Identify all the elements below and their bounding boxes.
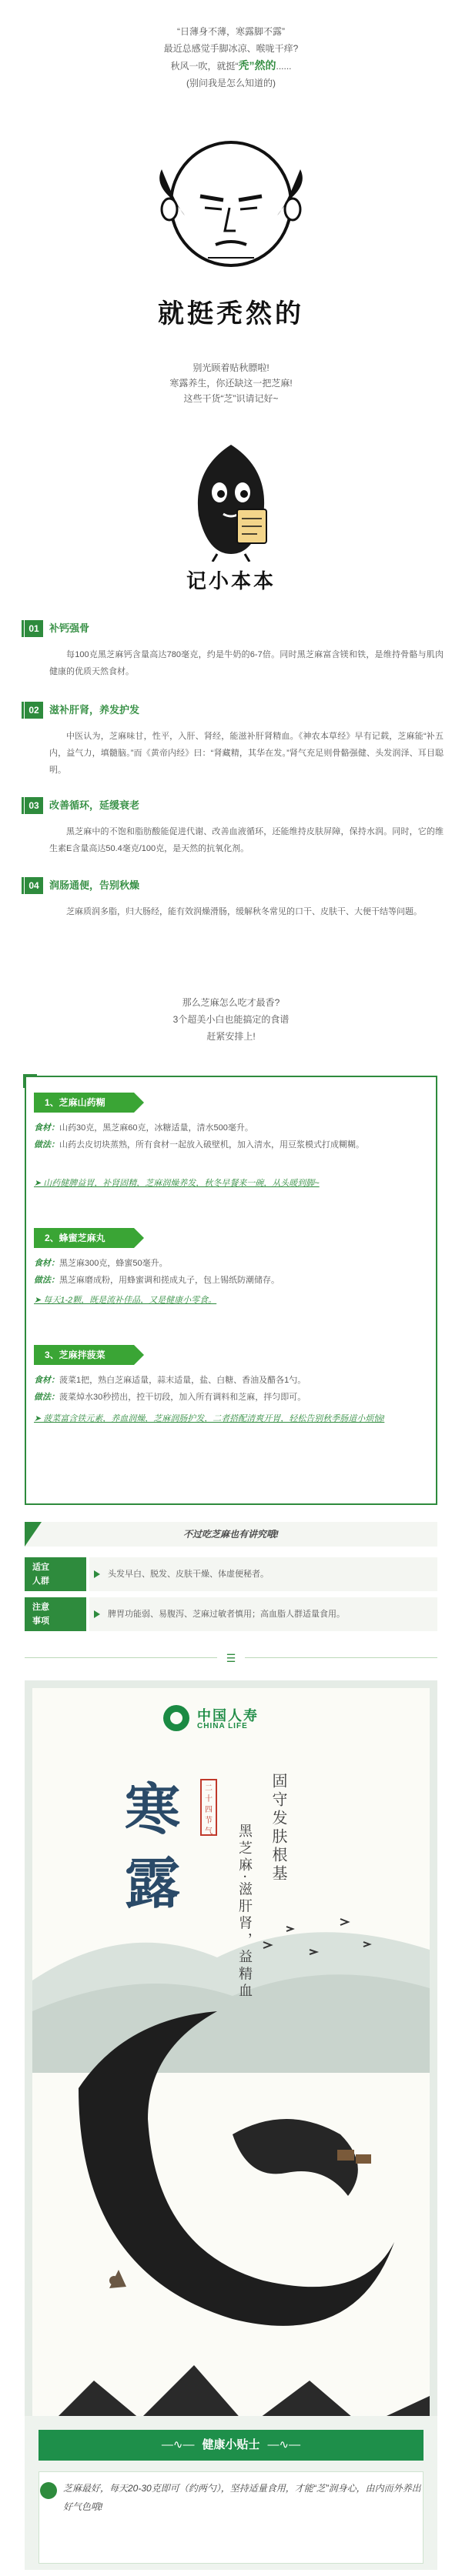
sesame-character-illustration	[177, 439, 285, 562]
poster-vertical-text-2: 黑芝麻·滋肝肾，益精血	[236, 1824, 253, 2000]
row-text: 脾胃功能弱、易腹泻、芝麻过敏者慎用；高血脂人群适量食用。	[108, 1610, 345, 1619]
ingredients-value: 菠菜1把，熟白芝麻适量，蒜末适量，盐、白糖、香油及醋各1勺。	[59, 1376, 306, 1385]
intro-line-1: “日薄身不薄，寒露脚不露”	[177, 26, 285, 37]
method-value: 山药去皮切块蒸熟，所有食材一起放入破壁机，加入清水，用豆浆模式打成糊糊。	[59, 1140, 364, 1150]
sub-line-3: 这些干货“芝”识请记好~	[183, 393, 279, 404]
method-value: 黑芝麻磨成粉，用蜂蜜调和搓成丸子，包上锡纸防潮储存。	[59, 1276, 280, 1285]
intro-line-3-a: 秋风一吹，就挺“	[170, 61, 239, 72]
chat-icon	[40, 2482, 57, 2499]
row-label	[25, 1557, 86, 1591]
divider-line-right	[245, 1657, 437, 1658]
ingredients-value: 黑芝麻300克，蜂蜜50毫升。	[59, 1259, 168, 1268]
divider-icon: ☰	[226, 1652, 236, 1664]
recipe-tip: ➤ 山药健脾益胃，补肾固精，芝麻润燥养发，秋冬早餐来一碗，从头暖到脚~	[34, 1179, 320, 1188]
section-divider	[0, 1650, 462, 1666]
recipe-ingredients	[34, 1120, 430, 1136]
ingredients-key: 食材：	[34, 1376, 59, 1385]
tips-heading-text: 健康小贴士	[202, 2438, 260, 2451]
row-label-line-1: 适宜	[32, 1563, 49, 1572]
notebook-title: 记小本本	[186, 569, 276, 592]
solar-term-title: 寒露	[125, 1777, 181, 1916]
section-number: 01	[25, 620, 43, 637]
ingredients-key: 食材：	[34, 1123, 59, 1133]
section-heading: 补钙强骨	[49, 622, 90, 634]
section-heading: 改善循环，延缓衰老	[49, 799, 140, 811]
ingredients-key: 食材：	[34, 1259, 59, 1268]
tips-heading	[38, 2430, 424, 2461]
row-label-line-1: 注意	[32, 1603, 49, 1612]
sub-line-1: 别光顾着贴秋膘啦!	[192, 362, 270, 373]
big-title: 就挺秃然的	[158, 299, 304, 329]
ingredients-value: 山药30克，黑芝麻60克，冰糖适量，清水500毫升。	[59, 1123, 253, 1133]
corner-ornament	[23, 1074, 37, 1088]
method-key: 做法：	[34, 1393, 59, 1402]
intro-line-2: 最近总感觉手脚冰凉、喉咙干痒?	[163, 43, 299, 54]
arrow-icon	[94, 1610, 100, 1618]
recipe-tip: ➤ 每天1-2颗，既是流补佳品，又是健康小零食。	[34, 1296, 217, 1305]
section-bar	[22, 797, 24, 814]
method-key: 做法：	[34, 1276, 59, 1285]
logo-cn: 中国人寿	[197, 1708, 259, 1723]
row-text: 头发早白、脱发、皮肤干燥、体虚便秘者。	[108, 1570, 269, 1579]
tips-body: 芝麻最好，每天20-30克即可（约两勺），坚持适量食用，才能“芝”润身心，由内而外养出好气色哦!	[63, 2483, 421, 2512]
poster-background-illustration	[32, 1688, 430, 2527]
section-number: 03	[25, 797, 43, 814]
method-key: 做法：	[34, 1140, 59, 1150]
poster-inner	[32, 1688, 430, 2527]
section-bar	[22, 702, 24, 719]
recipe-ingredients	[34, 1256, 430, 1271]
recipe-tag: 1、芝麻山药糊	[34, 1093, 134, 1113]
intro-block	[0, 23, 462, 92]
recipe-intro-line-2: 3个超美小白也能搞定的食谱	[172, 1014, 290, 1025]
section-number: 04	[25, 877, 43, 894]
recipe-intro-line-3: 赶紧安排上!	[206, 1031, 256, 1042]
logo-en: CHINA LIFE	[197, 1722, 248, 1730]
recipe-method	[34, 1273, 430, 1288]
intro-line-3-b: ......	[276, 61, 292, 72]
solar-term-seal: 二十四节气	[200, 1779, 217, 1836]
recipe-tag: 3、芝麻拌菠菜	[34, 1345, 134, 1365]
section-body: 芝麻质润多脂，归大肠经，能有效润燥滑肠，缓解秋冬常见的口干、皮肤干、大便干结等问题。	[66, 907, 422, 916]
recipe-tag: 2、蜂蜜芝麻丸	[34, 1228, 134, 1248]
recipe-ingredients	[34, 1373, 430, 1388]
caution-strip-text: 不过吃芝麻也有讲究哦!	[183, 1529, 279, 1540]
section-number: 02	[25, 702, 43, 719]
suitable-row	[25, 1557, 437, 1591]
tips-heading-right-ornament: —∿—	[267, 2438, 301, 2451]
row-label-line-2: 事项	[32, 1617, 49, 1626]
sub-line-2: 寒露养生，你还缺这一把芝麻!	[169, 378, 293, 389]
cold-dew-poster	[25, 1680, 437, 2534]
section-heading: 润肠通便，告别秋燥	[49, 879, 140, 891]
intro-line-3	[0, 57, 462, 75]
divider-line-left	[25, 1657, 217, 1658]
recipe-method	[34, 1390, 430, 1405]
section-body: 中医认为，芝麻味甘，性平，入肝、肾经，能滋补肝肾精血。《神农本草经》早有记载，芝麻能“补五内，益气力，填髓脑。”而《黄帝内经》曰：“肾藏精，其华在发。”肾气充足则骨骼强健、头发润泽、耳目聪明。	[49, 732, 444, 775]
arrow-icon	[94, 1570, 100, 1578]
recipe-intro	[0, 994, 462, 1045]
method-value: 菠菜焯水30秒捞出，控干切段，加入所有调料和芝麻，拌匀即可。	[59, 1393, 306, 1402]
intro-line-4: (别问我是怎么知道的)	[186, 78, 276, 88]
row-label-line-2: 人群	[32, 1577, 49, 1586]
recipe-tip: ➤ 菠菜富含铁元素，养血润燥，芝麻润肠护发，二者搭配清爽开胃，轻松告别秋季肠道小烦恼!	[34, 1414, 385, 1423]
section-bar	[22, 877, 24, 894]
tips-heading-left-ornament: —∿—	[161, 2438, 195, 2451]
caution-row	[25, 1597, 437, 1631]
caution-strip	[25, 1522, 437, 1547]
poster-vertical-text-1: 固守发肤根基	[270, 1773, 288, 1884]
section-body: 黑芝麻中的不饱和脂肪酸能促进代谢、改善血液循环，还能维持皮肤屏障，保持水润。同时，它的维生素E含量高达50.4毫克/100克，是天然的抗氧化剂。	[49, 827, 444, 853]
recipe-intro-line-1: 那么芝麻怎么吃才最香?	[182, 997, 280, 1008]
section-heading: 滋补肝肾，养发护发	[49, 704, 140, 716]
recipes-box	[25, 1076, 437, 1505]
section-bar	[22, 620, 24, 637]
intro-emphasis: 秃”然的	[238, 59, 276, 72]
row-label	[25, 1597, 86, 1631]
recipe-method	[34, 1137, 430, 1153]
section-body: 每100克黑芝麻钙含量高达780毫克，约是牛奶的6-7倍。同时黑芝麻富含镁和铁，是维持骨骼与肌肉健康的优质天然食材。	[49, 650, 444, 676]
bald-face-illustration	[131, 123, 331, 269]
sub-lines	[0, 360, 462, 406]
